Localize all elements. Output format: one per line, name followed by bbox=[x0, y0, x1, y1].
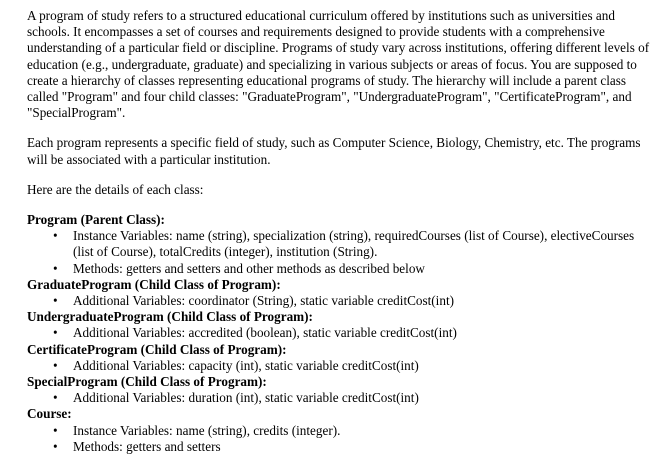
document-page bbox=[27, 8, 657, 455]
class-section-undergraduate-program bbox=[27, 309, 657, 341]
class-heading: SpecialProgram (Child Class of Program): bbox=[27, 374, 267, 390]
bullet-icon: • bbox=[53, 293, 58, 309]
list-item bbox=[27, 358, 657, 374]
list-item bbox=[27, 228, 657, 260]
list-item bbox=[27, 325, 657, 341]
bullet-icon: • bbox=[53, 390, 58, 406]
class-items bbox=[27, 293, 657, 309]
list-item bbox=[27, 390, 657, 406]
list-item-text: Additional Variables: coordinator (String), static variable creditCost(int) bbox=[73, 293, 454, 309]
list-item bbox=[27, 261, 657, 277]
class-heading: Course: bbox=[27, 406, 72, 422]
fields-paragraph: Each program represents a specific field of study, such as Computer Science, Biology, Chemistry, etc. The programs will be associated with a particular institution. bbox=[27, 135, 641, 167]
class-items bbox=[27, 228, 657, 277]
list-item bbox=[27, 293, 657, 309]
class-section-graduate-program bbox=[27, 277, 657, 309]
list-item-text: Additional Variables: capacity (int), static variable creditCost(int) bbox=[73, 357, 419, 373]
bullet-icon: • bbox=[53, 260, 58, 276]
bullet-icon: • bbox=[53, 228, 58, 244]
class-items bbox=[27, 390, 657, 406]
class-items bbox=[27, 325, 657, 341]
list-item-text: Instance Variables: name (string), credits (integer). bbox=[73, 422, 341, 438]
bullet-icon: • bbox=[53, 422, 58, 438]
list-item-text: Additional Variables: accredited (boolean), static variable creditCost(int) bbox=[73, 325, 457, 341]
class-items bbox=[27, 358, 657, 374]
class-section-course bbox=[27, 406, 657, 455]
class-heading: UndergraduateProgram (Child Class of Program): bbox=[27, 309, 313, 325]
list-item-text: Methods: getters and setters bbox=[73, 438, 221, 454]
intro-paragraph: A program of study refers to a structured educational curriculum offered by institutions such as universities and schools. It encompasses a set of courses and requirements designed to provide students with a comprehensive understanding of a particular field or discipline. Programs of study vary across institutions, offering different levels of education (e.g., undergraduate, graduate) and specializing in various subjects or areas of focus. You are supposed to create a hierarchy of classes representing educational programs of study. The hierarchy will include a parent class called "Program" and four child classes: "GraduateProgram", "UndergraduateProgram", "CertificateProgram", and "SpecialProgram". bbox=[27, 8, 650, 121]
class-section-certificate-program bbox=[27, 342, 657, 374]
list-item-text: Methods: getters and setters and other methods as described below bbox=[73, 260, 425, 276]
bullet-icon: • bbox=[53, 438, 58, 454]
list-item bbox=[27, 423, 657, 439]
class-heading: Program (Parent Class): bbox=[27, 212, 165, 228]
class-section-special-program bbox=[27, 374, 657, 406]
class-heading: CertificateProgram (Child Class of Program): bbox=[27, 341, 287, 357]
class-section-program bbox=[27, 212, 657, 277]
bullet-icon: • bbox=[53, 357, 58, 373]
class-heading: GraduateProgram (Child Class of Program): bbox=[27, 276, 281, 292]
bullet-icon: • bbox=[53, 325, 58, 341]
list-item-text: Instance Variables: name (string), specialization (string), requiredCourses (list of Course), electiveCourses (list of Course), totalCredits (integer), institution (String). bbox=[73, 228, 635, 260]
list-item-text: Additional Variables: duration (int), static variable creditCost(int) bbox=[73, 390, 419, 406]
class-items bbox=[27, 423, 657, 455]
details-paragraph: Here are the details of each class: bbox=[27, 181, 204, 197]
